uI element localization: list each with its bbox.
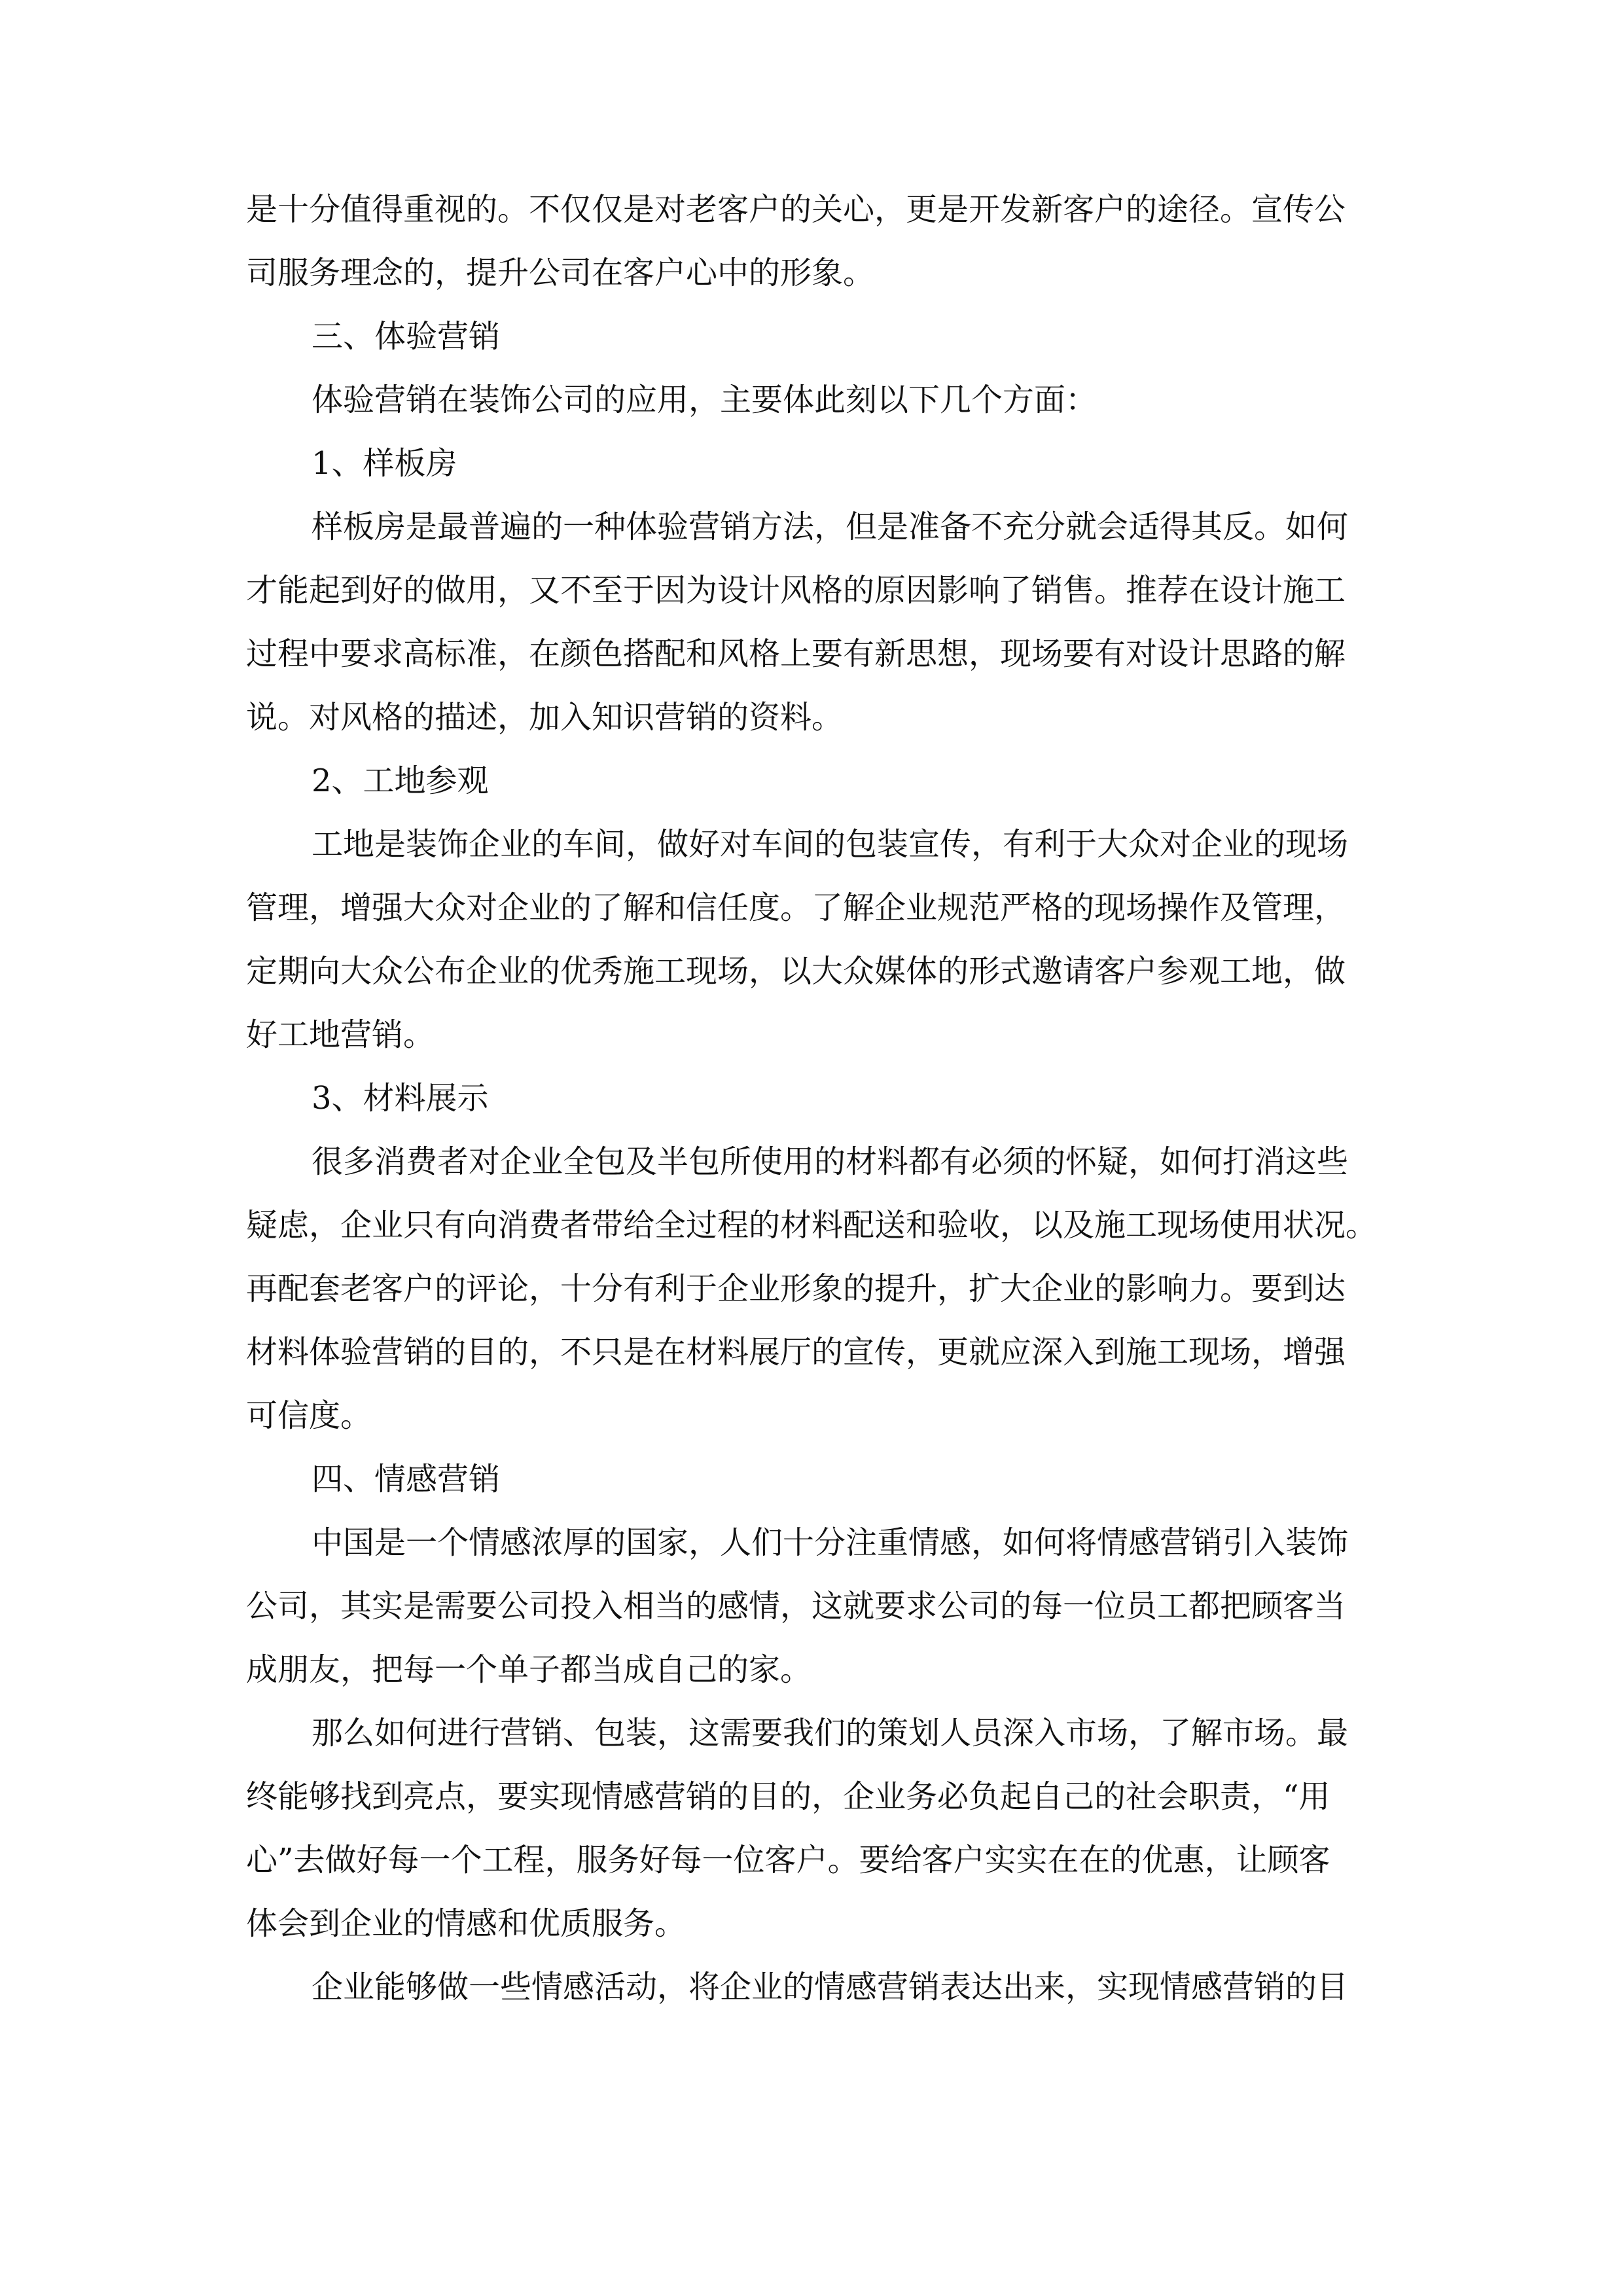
text-line: 企业能够做一些情感活动，将企业的情感营销表达出来，实现情感营销的目 — [312, 1969, 1349, 2005]
text-line: 很多消费者对企业全包及半包所使用的材料都有必须的怀疑，如何打消这些 — [312, 1143, 1349, 1180]
subsection-heading: 1、样板房 — [312, 445, 457, 482]
text-line: 定期向大众公布企业的优秀施工现场，以大众媒体的形式邀请客户参观工地，做 — [246, 953, 1346, 990]
text-line: 体验营销在装饰公司的应用，主要体此刻以下几个方面： — [312, 382, 1097, 418]
text-line: 那么如何进行营销、包装，这需要我们的策划人员深入市场，了解市场。最 — [312, 1715, 1349, 1751]
text-line: 才能起到好的做用，又不至于因为设计风格的原因影响了销售。推荐在设计施工 — [246, 572, 1346, 609]
text-line: 公司，其实是需要公司投入相当的感情，这就要求公司的每一位员工都把顾客当 — [246, 1588, 1346, 1624]
text-line: 好工地营销。 — [246, 1016, 435, 1053]
text-line: 工地是装饰企业的车间，做好对车间的包装宣传，有利于大众对企业的现场 — [312, 826, 1349, 863]
text-line: 心”去做好每一个工程，服务好每一位客户。要给客户实实在在的优惠，让顾客 — [246, 1842, 1330, 1878]
section-heading: 三、体验营销 — [312, 318, 501, 355]
text-line: 疑虑，企业只有向消费者带给全过程的材料配送和验收，以及施工现场使用状况。 — [246, 1207, 1378, 1244]
text-line: 样板房是最普遍的一种体验营销方法，但是准备不充分就会适得其反。如何 — [312, 509, 1349, 545]
text-line: 体会到企业的情感和优质服务。 — [246, 1905, 687, 1942]
subsection-heading: 3、材料展示 — [312, 1080, 489, 1117]
text-line: 材料体验营销的目的，不只是在材料展厅的宣传，更就应深入到施工现场，增强 — [246, 1334, 1346, 1371]
section-heading: 四、情感营销 — [312, 1461, 501, 1498]
text-line: 中国是一个情感浓厚的国家，人们十分注重情感，如何将情感营销引入装饰 — [312, 1524, 1349, 1561]
text-line: 可信度。 — [246, 1397, 372, 1434]
text-line: 终能够找到亮点，要实现情感营销的目的，企业务必负起自己的社会职责，“用 — [246, 1778, 1330, 1815]
text-line: 过程中要求高标准，在颜色搭配和风格上要有新思想，现场要有对设计思路的解 — [246, 636, 1346, 672]
text-line: 再配套老客户的评论，十分有利于企业形象的提升，扩大企业的影响力。要到达 — [246, 1270, 1346, 1307]
text-line: 管理，增强大众对企业的了解和信任度。了解企业规范严格的现场操作及管理， — [246, 889, 1346, 926]
text-line: 成朋友，把每一个单子都当成自己的家。 — [246, 1651, 812, 1688]
text-line: 司服务理念的，提升公司在客户心中的形象。 — [246, 255, 875, 291]
text-line: 说。对风格的描述，加入知识营销的资料。 — [246, 699, 844, 736]
subsection-heading: 2、工地参观 — [312, 762, 489, 799]
text-line: 是十分值得重视的。不仅仅是对老客户的关心，更是开发新客户的途径。宣传公 — [246, 191, 1346, 228]
